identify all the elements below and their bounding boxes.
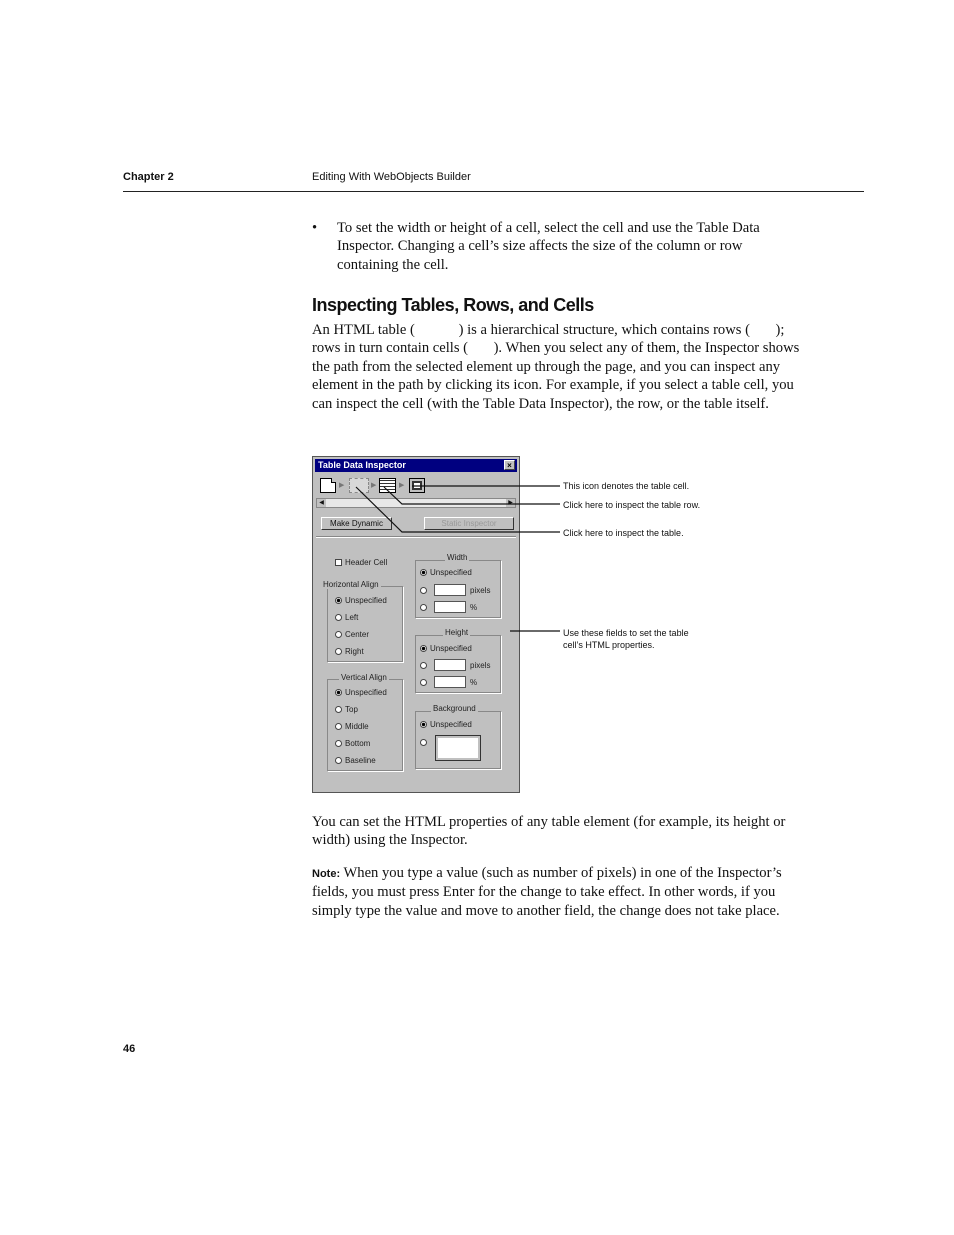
window-title: Table Data Inspector (318, 460, 406, 470)
running-title: Editing With WebObjects Builder (312, 171, 471, 183)
valign-top-radio[interactable]: Top (335, 705, 358, 715)
callout-cell-icon: This icon denotes the table cell. (563, 481, 690, 491)
bullet-text: To set the width or height of a cell, select the cell and use the Table Data Inspector. Changing a cell’s size affects the size of the column or row containing the cell. (337, 220, 760, 273)
height-label: Height (445, 628, 469, 637)
width-label: Width (447, 553, 468, 562)
properties-paragraph: You can set the HTML properties of any table element (for example, its height or width) using the Inspector. (312, 814, 786, 849)
callout-fields: Use these fields to set the table cell’s HTML properties. (563, 628, 689, 650)
intro-paragraph: An HTML table ( ) is a hierarchical structure, which contains rows ( ); rows in turn contain cells ( ). When you select any of them, the Inspector shows the path from the selected element up through the page, and you can inspect any element in the path by clicking its icon. For example, if you select a table cell, you can inspect the cell (with the Table Data Inspector), the row, or the table itself. (312, 322, 803, 412)
section-heading: Inspecting Tables, Rows, and Cells (312, 295, 594, 315)
note-paragraph (312, 864, 802, 920)
static-inspector-button[interactable]: Static Inspector (424, 517, 514, 530)
valign-middle-radio[interactable]: Middle (335, 722, 369, 732)
background-unspecified-radio[interactable]: Unspecified (420, 720, 472, 730)
valign-bottom-radio[interactable]: Bottom (335, 739, 370, 749)
callout-table: Click here to inspect the table. (563, 528, 684, 538)
note-label: Note: (312, 868, 341, 880)
scroll-right-icon[interactable]: ▶ (506, 499, 515, 507)
background-label: Background (433, 704, 476, 713)
percent-unit-label: % (470, 603, 478, 612)
height-unspecified-radio[interactable]: Unspecified (420, 644, 472, 654)
note-text: When you type a value (such as number of pixels) in one of the Inspector’s fields, you must press Enter for the change to take effect. In other words, if you simply type the value and move to another field, the change does not take place. (312, 865, 782, 919)
bullet-symbol: • (312, 220, 318, 236)
header-cell-label: Header Cell (345, 558, 388, 567)
make-dynamic-button[interactable]: Make Dynamic (321, 517, 392, 530)
scroll-left-icon[interactable]: ◀ (317, 499, 326, 507)
halign-right-radio[interactable]: Right (335, 647, 364, 657)
path-arrow-icon: ▶ (371, 482, 377, 489)
vertical-align-label: Vertical Align (341, 673, 387, 682)
pixels-unit-label: pixels (470, 661, 491, 670)
horizontal-align-label: Horizontal Align (323, 580, 379, 589)
valign-baseline-radio[interactable]: Baseline (335, 756, 376, 766)
callout-row: Click here to inspect the table row. (563, 500, 701, 510)
chapter-label: Chapter 2 (123, 171, 174, 183)
width-unspecified-radio[interactable]: Unspecified (420, 568, 472, 578)
halign-unspecified-radio[interactable]: Unspecified (335, 596, 387, 606)
close-icon[interactable]: × (504, 460, 515, 470)
page-number: 46 (123, 1043, 136, 1055)
path-arrow-icon: ▶ (339, 482, 345, 489)
valign-unspecified-radio[interactable]: Unspecified (335, 688, 387, 698)
halign-center-radio[interactable]: Center (335, 630, 369, 640)
halign-left-radio[interactable]: Left (335, 613, 358, 623)
pixels-unit-label: pixels (470, 586, 491, 595)
percent-unit-label: % (470, 678, 478, 687)
path-arrow-icon: ▶ (399, 482, 405, 489)
